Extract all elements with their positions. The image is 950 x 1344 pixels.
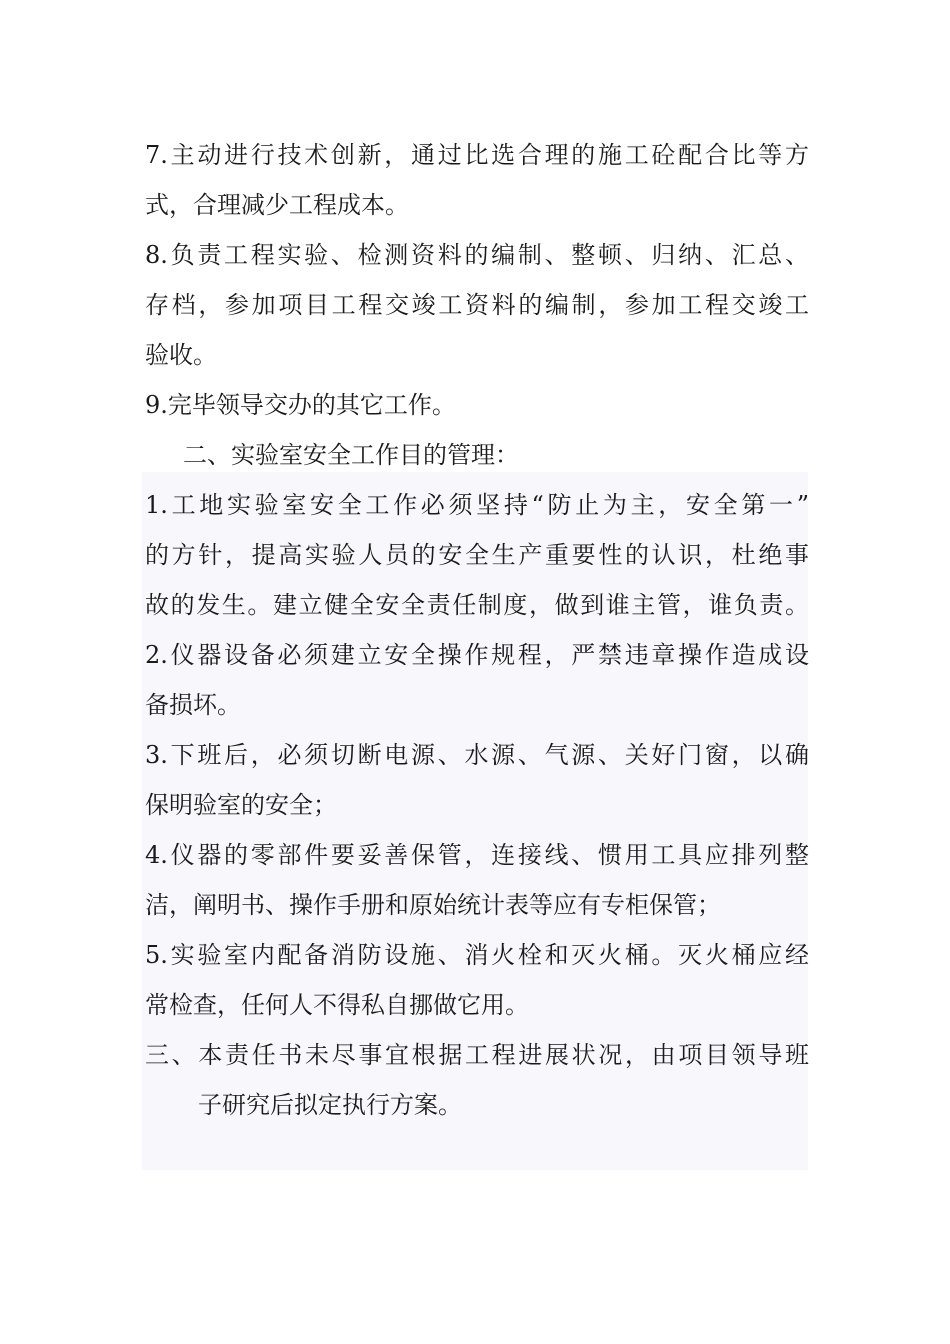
section-heading-safety: 二、实验室安全工作目的管理： <box>183 441 519 469</box>
text-line-item9: 9.完毕领导交办的其它工作。 <box>145 391 456 419</box>
text-line-safety4-end: 洁，阐明书、操作手册和原始统计表等应有专柜保管； <box>145 891 721 919</box>
text-line-item7: 7.主动进行技术创新，通过比选合理的施工砼配合比等方 <box>145 141 809 169</box>
text-line-safety5-end: 常检查，任何人不得私自挪做它用。 <box>145 991 529 1019</box>
text-line-item8-cont: 存档，参加项目工程交竣工资料的编制，参加工程交竣工 <box>145 291 809 319</box>
text-line-safety1-end: 故的发生。建立健全安全责任制度，做到谁主管，谁负责。 <box>145 591 809 619</box>
text-line-item7-cont: 式，合理减少工程成本。 <box>145 191 409 219</box>
text-line-item8-end: 验收。 <box>145 341 217 369</box>
text-line-safety4: 4.仪器的零部件要妥善保管，连接线、惯用工具应排列整 <box>145 841 809 869</box>
text-line-safety1-cont: 的方针，提高实验人员的安全生产重要性的认识，杜绝事 <box>145 541 809 569</box>
text-line-safety1: 1.工地实验室安全工作必须坚持“防止为主，安全第一” <box>145 491 809 519</box>
text-line-safety3-end: 保明验室的安全； <box>145 791 337 819</box>
text-line-safety2: 2.仪器设备必须建立安全操作规程，严禁违章操作造成设 <box>145 641 809 669</box>
text-line-safety5: 5.实验室内配备消防设施、消火栓和灭火桶。灭火桶应经 <box>145 941 809 969</box>
section-heading-other: 三、本责任书未尽事宜根据工程进展状况，由项目领导班 <box>145 1041 809 1069</box>
text-line-item8: 8.负责工程实验、检测资料的编制、整顿、归纳、汇总、 <box>145 241 809 269</box>
text-line-safety3: 3.下班后，必须切断电源、水源、气源、关好门窗，以确 <box>145 741 809 769</box>
text-line-other-end: 子研究后拟定执行方案。 <box>198 1091 462 1119</box>
text-line-safety2-end: 备损坏。 <box>145 691 241 719</box>
